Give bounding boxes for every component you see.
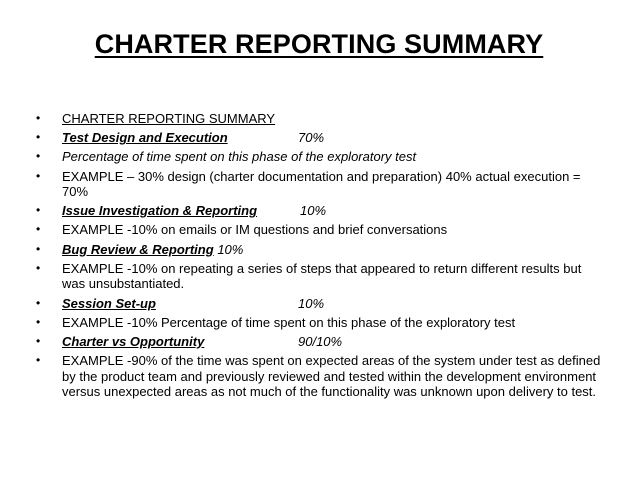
bullet-icon: • (36, 203, 41, 218)
bullet-value: 10% (217, 241, 244, 257)
bullet-icon: • (36, 130, 41, 145)
bullet-text: EXAMPLE -90% of the time was spent on expected areas of the system under test as defined by the product team and previously reviewed and tested within the development environment versus unexpected areas as not much of the functionality was unknown upon delivery to test. (62, 353, 601, 400)
bullet-icon: • (36, 111, 41, 125)
bullet-icon: • (36, 241, 41, 256)
bullet-item (36, 334, 606, 350)
bullet-icon: • (36, 260, 41, 275)
bullet-item (36, 315, 606, 331)
bullet-icon: • (36, 168, 41, 183)
bullet-item (36, 242, 606, 258)
bullet-icon: • (36, 353, 41, 368)
bullet-icon: • (36, 314, 41, 329)
bullet-item (36, 111, 606, 127)
bullet-value: 70% (298, 130, 325, 146)
bullet-text: Bug Review & Reporting (62, 241, 214, 257)
bullet-text: Test Design and Execution (62, 130, 228, 146)
bullet-item (36, 261, 606, 292)
bullet-text: EXAMPLE -10% Percentage of time spent on this phase of the exploratory test (62, 314, 516, 330)
slide-title: CHARTER REPORTING SUMMARY (94, 29, 544, 59)
bullet-item (36, 353, 606, 400)
bullet-value: 10% (300, 203, 327, 219)
bullet-icon: • (36, 222, 41, 237)
bullet-item (36, 203, 606, 219)
bullet-text: Charter vs Opportunity (62, 333, 205, 349)
bullet-text: Issue Investigation & Reporting (62, 203, 258, 219)
bullet-item (36, 222, 606, 238)
bullet-item (36, 149, 606, 165)
bullet-item (36, 130, 606, 146)
bullet-item (36, 169, 606, 200)
bullet-text: EXAMPLE -10% on repeating a series of steps that appeared to return different results but was unsubstantiated. (62, 260, 582, 292)
bullet-text: EXAMPLE – 30% design (charter documentation and preparation) 40% actual execution = 70% (62, 168, 581, 200)
bullet-text: EXAMPLE -10% on emails or IM questions and brief conversations (62, 222, 448, 238)
bullet-icon: • (36, 149, 41, 164)
bullet-icon: • (36, 295, 41, 310)
bullet-text: Percentage of time spent on this phase of the exploratory test (62, 149, 417, 165)
bullet-value: 10% (298, 295, 325, 311)
bullet-value: 90/10% (298, 333, 343, 349)
bullet-item (36, 296, 606, 312)
bullet-icon: • (36, 333, 41, 348)
bullet-text: Session Set-up (62, 295, 156, 311)
bullet-text: CHARTER REPORTING SUMMARY (62, 111, 276, 126)
bullet-list (36, 111, 606, 403)
